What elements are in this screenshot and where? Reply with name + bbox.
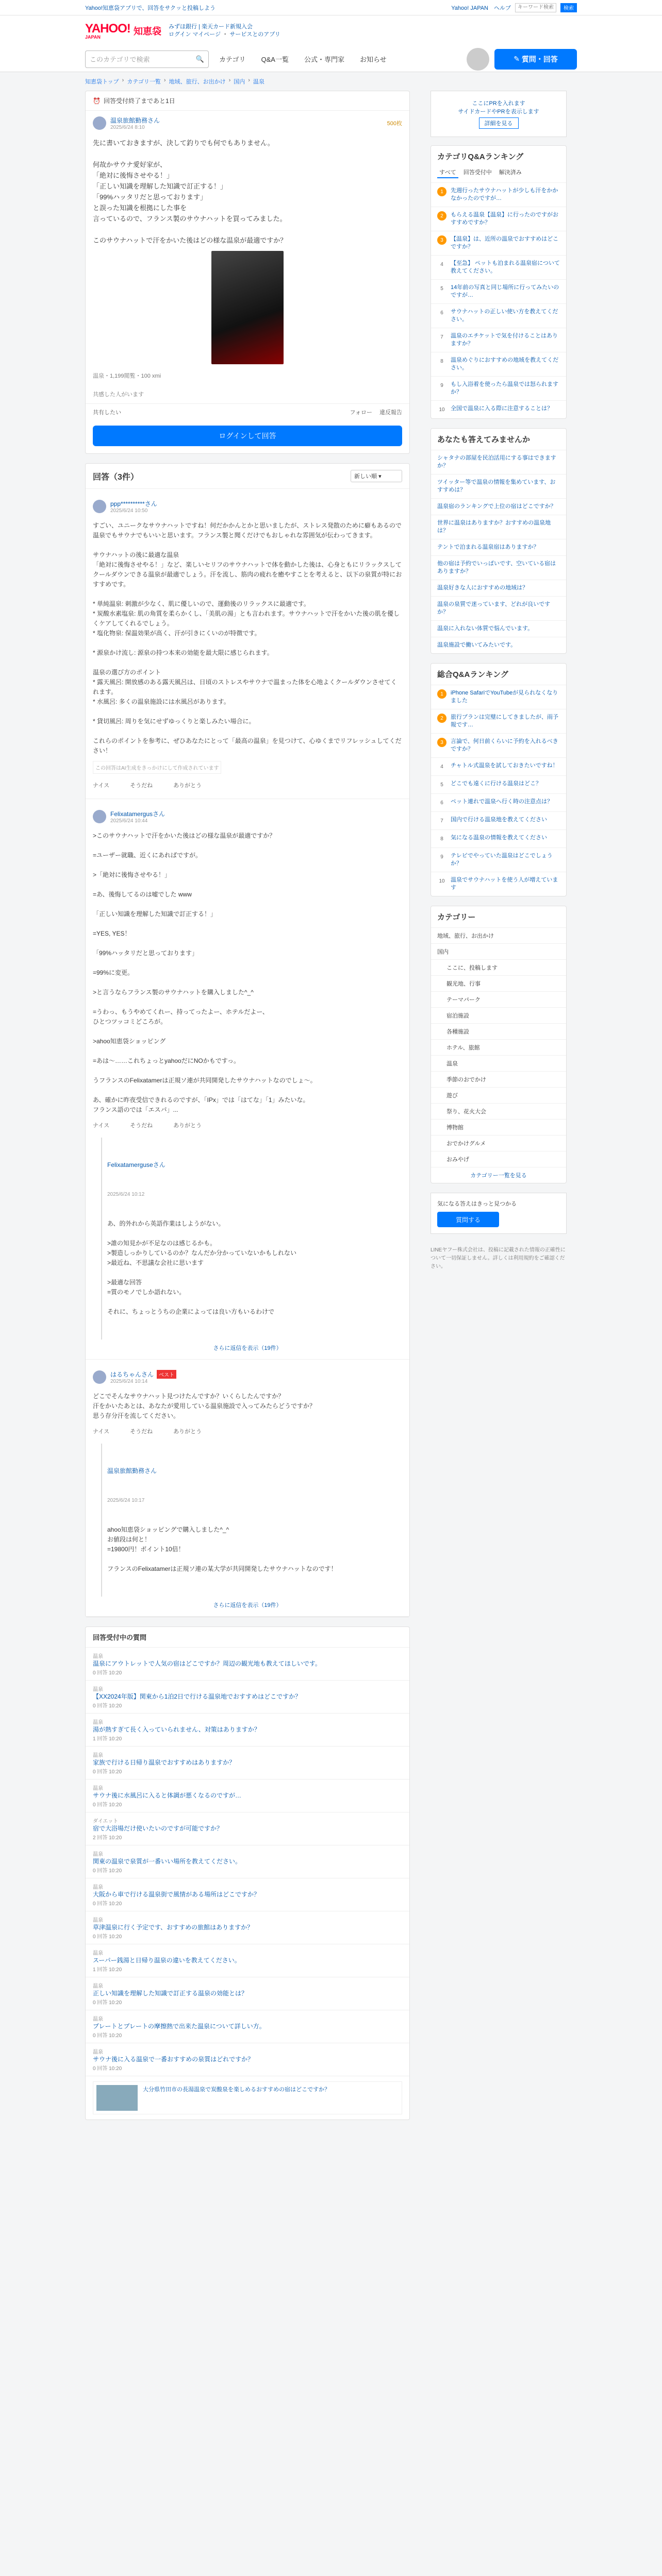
- open-question[interactable]: シャタナの部屋を民泊活用にする事はできますか？: [431, 450, 566, 474]
- category-search-input[interactable]: このカテゴリで検索 🔍: [85, 50, 209, 68]
- ad-block[interactable]: 大分県竹田市の長湯温泉で炭酸泉を楽しめるおすすめの宿はどこですか？: [93, 2081, 402, 2114]
- related-title: 回答受付中の質問: [86, 1627, 409, 1648]
- ranking-question[interactable]: 【至急】 ペットも泊まれる温泉宿について教えてください。: [451, 260, 560, 274]
- follow-button[interactable]: フォロー: [350, 410, 372, 416]
- nice-button[interactable]: ナイス: [93, 1429, 110, 1435]
- related-category: 温泉: [93, 2016, 103, 2022]
- status-badge: ⏰ 回答受付終了まであと1日: [86, 91, 409, 111]
- main-column: [85, 91, 410, 2129]
- coin-badge: 500枚: [387, 121, 402, 127]
- ranking-item[interactable]: [431, 255, 566, 279]
- related-question-title[interactable]: 草津温泉に行く予定です、おすすめの旅館はありますか？: [93, 1924, 254, 1931]
- user-avatar[interactable]: [93, 810, 106, 823]
- list-item[interactable]: [86, 1780, 409, 1812]
- ranking-question[interactable]: どこでも遠くに行ける温泉はどこ？: [451, 781, 541, 787]
- sidebar: [431, 91, 567, 2129]
- rank-number: 5: [440, 285, 443, 292]
- ranking-item[interactable]: [431, 848, 566, 872]
- open-question[interactable]: テントで泊まれる温泉宿はありますか？: [431, 539, 566, 555]
- rank-number: 6: [440, 310, 443, 316]
- tab-all[interactable]: すべて: [437, 167, 458, 178]
- service-name[interactable]: 知恵袋: [134, 26, 161, 37]
- reply-item: [101, 1444, 402, 1597]
- chevron-down-icon: ▾: [378, 473, 382, 480]
- related-stats: 0 回答 10:20: [93, 1934, 122, 1940]
- related-stats: 0 回答 10:20: [93, 2066, 122, 2072]
- category-item[interactable]: 宿泊施設: [431, 1007, 566, 1023]
- question-text: 先に書いておきますが、決して釣りでも何でもありません。 何故かサウナ愛好家が、 「絶対に後悔させやる！」 「正しい知識を理解した知識で訂正する！」 「99%ハッタリだと思っております」 と誤った知識を根拠にした事を 言っているので、フランス製のサウナハットを買ってみました。 このサウナハットで汗をかいた後はどの様な温泉が最適ですか？: [93, 139, 287, 244]
- answer-item: [86, 489, 409, 799]
- ranking-item[interactable]: [431, 757, 566, 775]
- list-item[interactable]: [86, 1977, 409, 2010]
- sort-select[interactable]: 新しい順 ▾: [351, 470, 402, 482]
- list-item[interactable]: [86, 1747, 409, 1780]
- reply-text: ahoo知恵袋ショッピングで購入しました^_^ お値段は何と！ =19800円！ポイント10倍！ フランスのFelixatamerは正規ソ連の某大学が共同開発したサウナハットなのです！: [107, 1526, 337, 1572]
- answer-user[interactable]: ppp**********さん: [110, 500, 157, 507]
- answer-date: 2025/6/24 10:44: [110, 818, 148, 824]
- related-question-title[interactable]: 温泉にアウトレットで人気の宿はどこですか？周辺の観光地も教えてほしいです。: [93, 1660, 321, 1667]
- ranking-item[interactable]: [431, 376, 566, 400]
- nice-button[interactable]: ナイス: [93, 1123, 110, 1129]
- ranking-item[interactable]: [431, 793, 566, 811]
- ranking-item[interactable]: [431, 352, 566, 376]
- ranking-item[interactable]: [431, 400, 566, 418]
- ranking-item[interactable]: [431, 303, 566, 328]
- side-ad[interactable]: ここにPRを入れます サイドカードやPRを表示します 詳細を見る: [431, 91, 567, 137]
- breadcrumb: 知恵袋トップ › カテゴリ一覧 › 地域、旅行、お出かけ › 国内 › 温泉: [85, 77, 264, 85]
- reply-date: 2025/6/24 10:12: [107, 1192, 145, 1197]
- list-item[interactable]: [86, 1812, 409, 1845]
- user-avatar[interactable]: [93, 1370, 106, 1384]
- reply-item: [101, 1138, 402, 1340]
- login-link[interactable]: ログイン マイページ: [169, 31, 221, 38]
- list-item[interactable]: [86, 2043, 409, 2076]
- related-card: [85, 1626, 410, 2120]
- rank-number: 9: [440, 854, 443, 860]
- ranking-item[interactable]: [431, 328, 566, 352]
- answer-item: [86, 1360, 409, 1617]
- open-question[interactable]: 世界に温泉はありますか？おすすめの温泉地は？: [431, 515, 566, 539]
- clock-icon: ⏰: [93, 97, 101, 105]
- open-question[interactable]: 温泉の泉質で迷っています、どれが良いですか？: [431, 596, 566, 620]
- promo-text: 気になる答えはきっと見つかる: [437, 1201, 517, 1207]
- category-item[interactable]: 各種施設: [431, 1023, 566, 1039]
- avatar[interactable]: [467, 48, 489, 71]
- ranking-question[interactable]: 旅行プランは完璧にしてきましたが、雨予報です…: [451, 714, 558, 728]
- you-answer-card: [431, 428, 567, 654]
- rank-number: 10: [439, 406, 445, 413]
- breadcrumb-item[interactable]: カテゴリ一覧: [127, 79, 161, 85]
- question-user[interactable]: 温泉旅館勤務さん: [110, 117, 160, 124]
- category-item[interactable]: 祭り、花火大会: [431, 1103, 566, 1119]
- top-search-button[interactable]: 検索: [560, 3, 577, 12]
- ranking-item[interactable]: [431, 829, 566, 848]
- nav-experts[interactable]: 公式・専門家: [304, 56, 344, 63]
- ranking-item[interactable]: [431, 207, 566, 231]
- tab-solved[interactable]: 解決済み: [499, 170, 522, 176]
- app-link[interactable]: サービスとのアプリ: [229, 31, 280, 38]
- breadcrumb-item[interactable]: 温泉: [253, 79, 264, 85]
- ranking-title: カテゴリQ&Aランキング: [437, 152, 524, 161]
- rank-number: 1: [437, 689, 446, 699]
- tab-open[interactable]: 回答受付中: [463, 170, 492, 176]
- open-question[interactable]: 温泉施設で働いてみたいです。: [431, 637, 566, 653]
- category-item[interactable]: 地域、旅行、お出かけ: [431, 927, 566, 943]
- category-card: [431, 906, 567, 1183]
- overall-ranking-title: 総合Q&Aランキング: [437, 670, 508, 679]
- reply-user[interactable]: Felixatamerguseさん: [107, 1161, 166, 1168]
- breadcrumb-item[interactable]: 国内: [234, 79, 245, 85]
- rank-number: 6: [440, 800, 443, 806]
- related-category: 温泉: [93, 1951, 103, 1956]
- top-search-input[interactable]: [515, 3, 556, 12]
- related-category: 温泉: [93, 1720, 103, 1725]
- ranking-item[interactable]: [431, 811, 566, 829]
- share-button[interactable]: 共有したい: [93, 410, 121, 416]
- category-item[interactable]: 季節のおでかけ: [431, 1071, 566, 1087]
- ranking-item[interactable]: [431, 279, 566, 303]
- related-category: 温泉: [93, 1753, 103, 1758]
- search-icon[interactable]: 🔍: [195, 55, 204, 63]
- ranking-item[interactable]: [431, 685, 566, 709]
- question-card: [85, 91, 410, 454]
- related-stats: 0 回答 10:20: [93, 1901, 122, 1907]
- you-answer-title: あなたも答えてみませんか: [437, 435, 531, 444]
- ranking-question[interactable]: 全国で温泉に入る際に注意することは？: [451, 405, 553, 412]
- related-question-title[interactable]: 湯が熱すぎて長く入っていられません、対策はありますか？: [93, 1726, 260, 1733]
- rank-number: 1: [437, 187, 446, 196]
- question-date: 2025/6/24 8:10: [110, 125, 145, 130]
- disclaimer: LINEヤフー株式会社は、投稿に記載された情報の正確性について一切保証しません。詳しくは利用規約をご確認ください。: [431, 1247, 566, 1269]
- ranking-question[interactable]: ペット連れで温泉へ行く時の注意点は？: [451, 799, 553, 805]
- answer-user[interactable]: Felixatamergusさん: [110, 810, 166, 818]
- related-stats: 0 回答 10:20: [93, 1670, 122, 1676]
- list-item[interactable]: [86, 2010, 409, 2043]
- related-category: 温泉: [93, 1885, 103, 1890]
- related-stats: 0 回答 10:20: [93, 2033, 122, 2039]
- rank-number: 10: [439, 878, 445, 884]
- related-category: 温泉: [93, 1918, 103, 1923]
- related-category: 温泉: [93, 1984, 103, 1989]
- answer-user[interactable]: はるちゃんさん ベスト: [110, 1370, 176, 1379]
- ranking-question[interactable]: 14年前の写真と同じ場所に行ってみたいのですが…: [451, 284, 559, 298]
- related-category: 温泉: [93, 1852, 103, 1857]
- related-question-title[interactable]: 【XX2024年版】関東から1泊2日で行ける温泉地でおすすめはどこですか？: [93, 1693, 302, 1700]
- breadcrumb-item[interactable]: 知恵袋トップ: [85, 79, 119, 85]
- open-question[interactable]: 他の宿は予約でいっぱいです、空いている宿はありますか？: [431, 555, 566, 580]
- related-question-title[interactable]: 正しい知識を理解した知識で訂正する温泉の効能とは？: [93, 1990, 248, 1997]
- open-question[interactable]: 温泉宿のランキングで上位の宿はどこですか？: [431, 498, 566, 515]
- reply-text: あ、的外れから英語作業はしようがない。 >誰の知見かが不足なのは感じるかも。 >製造しっかりしているのか？なんだか分かっていないかもしれない >最近ね、不思議な会社に思います >最適な回答 =質のモノでしか語れない。 それに、ちょっとうちの企業によっては良い方もいるわけで: [107, 1220, 297, 1315]
- ranking-question[interactable]: 【温泉】は、近所の温泉でおすすめはどこですか？: [451, 236, 559, 250]
- rank-number: 7: [440, 818, 443, 824]
- yahoo-logo[interactable]: YAHOO! JAPAN: [85, 21, 130, 40]
- ai-note: この回答はAI生成をきっかけにして作成されています: [93, 761, 221, 774]
- related-category: 温泉: [93, 1654, 103, 1659]
- related-stats: 0 回答 10:20: [93, 1769, 122, 1775]
- related-stats: 1 回答 10:20: [93, 1967, 122, 1973]
- related-question-title[interactable]: サウナ後に水風呂に入ると体調が悪くなるのですが…: [93, 1792, 242, 1799]
- answer-date: 2025/6/24 10:14: [110, 1379, 148, 1384]
- category-title: カテゴリー: [437, 913, 476, 922]
- more-replies-link[interactable]: さらに返信を表示（19件）: [213, 1345, 282, 1351]
- nice-button[interactable]: ナイス: [93, 783, 110, 789]
- nav-category[interactable]: カテゴリ: [219, 56, 246, 63]
- related-category: 温泉: [93, 1786, 103, 1791]
- ranking-item[interactable]: [431, 709, 566, 733]
- ranking-item[interactable]: [431, 872, 566, 896]
- rank-number: 4: [440, 261, 443, 267]
- category-item[interactable]: ここに、投稿します: [431, 959, 566, 975]
- list-item[interactable]: [86, 1944, 409, 1977]
- overall-ranking: [431, 663, 567, 896]
- related-stats: 0 回答 10:20: [93, 1868, 122, 1874]
- list-item[interactable]: [86, 1878, 409, 1911]
- ad-thumbnail: [96, 2085, 138, 2111]
- related-stats: 0 回答 10:20: [93, 1703, 122, 1709]
- list-item[interactable]: [86, 1714, 409, 1747]
- rank-number: 8: [440, 358, 443, 364]
- list-item[interactable]: [86, 1681, 409, 1714]
- thanks-button[interactable]: ありがとう: [173, 1429, 202, 1435]
- related-question-title[interactable]: サウナ後に入る温泉で一番おすすめの泉質はどれですか？: [93, 2056, 254, 2063]
- category-item[interactable]: 遊び: [431, 1087, 566, 1103]
- ranking-question[interactable]: チャトル式温泉を試しておきたいですね！: [451, 762, 558, 769]
- ranking-question[interactable]: 先週行ったサウナハットが少しも汗をかかなかったのですが…: [451, 188, 558, 201]
- rank-number: 2: [437, 714, 446, 723]
- answer-item: [86, 799, 409, 1360]
- related-category: 温泉: [93, 1687, 103, 1692]
- open-question[interactable]: 温泉好きな人におすすめの地域は？: [431, 580, 566, 596]
- answers-title: 回答（3件）: [93, 472, 139, 482]
- pencil-icon: ✎: [514, 55, 522, 63]
- related-stats: 1 回答 10:20: [93, 1736, 122, 1742]
- thanks-button[interactable]: ありがとう: [173, 1123, 202, 1129]
- agree-button[interactable]: そうだね: [130, 1429, 153, 1435]
- agree-button[interactable]: そうだね: [130, 1123, 153, 1129]
- header: [0, 15, 662, 46]
- ask-button[interactable]: 質問する: [437, 1212, 499, 1227]
- ranking-question[interactable]: サウナハットの正しい使い方を教えてください。: [451, 309, 558, 323]
- more-replies-link[interactable]: さらに返信を表示（19件）: [213, 1602, 282, 1608]
- category-ranking: [431, 145, 567, 419]
- nav-qa-list[interactable]: Q&A一覧: [261, 56, 289, 63]
- rank-number: 7: [440, 334, 443, 340]
- rank-number: 5: [440, 782, 443, 788]
- user-avatar[interactable]: [93, 116, 106, 130]
- ranking-question[interactable]: もらえる温泉【温泉】に行ったのですがおすすめですか？: [451, 212, 558, 226]
- ranking-item[interactable]: [431, 733, 566, 757]
- promo-box: [431, 1193, 567, 1234]
- ad-button[interactable]: 詳細を見る: [479, 117, 519, 129]
- ranking-question[interactable]: 温泉めぐりにおすすめの地域を教えてください。: [451, 357, 559, 371]
- rank-number: 8: [440, 836, 443, 842]
- report-button[interactable]: 違反報告: [379, 410, 402, 416]
- category-item[interactable]: 国内: [431, 943, 566, 959]
- user-avatar[interactable]: [93, 500, 106, 513]
- related-question-title[interactable]: プレートとプレートの摩擦熱で出来た温泉について詳しい方。: [93, 2023, 266, 2030]
- ranking-question[interactable]: テレビでやっていた温泉はどこでしょうか？: [451, 853, 553, 867]
- question-image[interactable]: [211, 251, 284, 364]
- category-item[interactable]: おみやげ: [431, 1151, 566, 1167]
- related-stats: 0 回答 10:20: [93, 1802, 122, 1808]
- ranking-question[interactable]: 国内で行ける温泉地を教えてください: [451, 817, 547, 823]
- rank-number: 9: [440, 382, 443, 388]
- promo-link[interactable]: みずほ銀行 | 楽天カード新規入会: [169, 24, 253, 30]
- rank-number: 3: [437, 738, 446, 747]
- answers-card: [85, 463, 410, 1617]
- top-bar: [0, 0, 662, 15]
- related-question-title[interactable]: スーパー銭湯と日帰り温泉の違いを教えてください。: [93, 1957, 241, 1964]
- reply-user[interactable]: 温泉旅館勤務さん: [107, 1467, 157, 1475]
- ranking-item[interactable]: [431, 775, 566, 793]
- list-item[interactable]: [86, 1648, 409, 1681]
- nav-news[interactable]: お知らせ: [359, 56, 387, 63]
- ranking-question[interactable]: 気になる温泉の情報を教えてください: [451, 835, 547, 841]
- ranking-item[interactable]: [431, 231, 566, 255]
- answer-date: 2025/6/24 10:50: [110, 508, 148, 514]
- related-question-title[interactable]: 家族で行ける日帰り温泉でおすすめはありますか？: [93, 1759, 236, 1766]
- category-item[interactable]: おでかけグルメ: [431, 1135, 566, 1151]
- category-more-link[interactable]: カテゴリー一覧を見る: [431, 1167, 566, 1183]
- list-item[interactable]: [86, 1911, 409, 1944]
- ranking-question[interactable]: 言論で、何日前くらいに予約を入れるべきですか？: [451, 738, 558, 752]
- category-item[interactable]: テーマパーク: [431, 991, 566, 1007]
- category-item[interactable]: 博物館: [431, 1119, 566, 1135]
- rank-number: 2: [437, 211, 446, 221]
- login-answer-button[interactable]: ログインして回答: [93, 426, 402, 446]
- top-links[interactable]: Yahoo! JAPAN ヘルプ: [451, 5, 511, 11]
- ranking-question[interactable]: iPhone SafariでYouTubeが見られなくなりました: [451, 690, 558, 704]
- rank-number: 3: [437, 235, 446, 245]
- agree-button[interactable]: そうだね: [130, 783, 153, 789]
- answer-text: どこでそんなサウナハット見つけたんですか？いくらしたんですか？ 汗をかいたあとは、あなたが愛用している温泉施設で入ってみたらどうですか？ 思う存分汗を流してください。: [93, 1393, 316, 1419]
- open-question[interactable]: 温泉に入れない体質で悩んでいます。: [431, 620, 566, 637]
- open-question[interactable]: ツイッター等で温泉の情報を集めています、おすすめは？: [431, 474, 566, 498]
- breadcrumb-item[interactable]: 地域、旅行、お出かけ: [169, 79, 226, 85]
- related-question-title[interactable]: 宿で大浴場だけ使いたいのですが可能ですか？: [93, 1825, 223, 1832]
- answer-text: すごい、ユニークなサウナハットですね！何だかかんとかと思いましたが、ストレス発散のために癖もあるので温泉でもサウナでもいいと思います。フランス製と聞くだけでもおしゃれな雰囲気が伝わってきます。 サウナハットの後に最適な温泉 「絶対に後悔させやる！」など、楽しいセリフのサウナハットで体を動かした後は、心身ともにリラックスしてクールダウンできる温泉が最適でしょう。汗を流し、筋肉の疲れを癒やすことを考えると、以下の泉質が特におすすめです。 * 単純温泉: 刺激が少なく、肌に優しいので、運動後のリラックスに最適です。 * 炭酸水素塩泉: 肌の角質を柔らかくし、「美肌の湯」とも言われます。サウナハットで汗をかいた後の肌を優しくケアしてくれるでしょう。 * 塩化物泉: 保温効果が高く、汗が引きにくいのが特徴です。 * 源泉かけ流し: 源泉の持つ本来の効能を最大限に感じられます。 温泉の選び方のポイント * 露天風呂: 開放感のある露天風呂は、日頃のストレスやサウナで温まった体を心地よくクールダウンさせてくれます。 * 水風呂: 多くの温泉施設には水風呂があります。 * 貸切風呂: 周りを気にせずゆっくりと楽しみたい場合に。 これらのポイントを参考に、ぜひあなたにとって「最高の温泉」を見つけて、心ゆくまでリフレッシュしてください！: [93, 522, 402, 754]
- related-question-title[interactable]: 大阪から車で行ける温泉街で風情がある場所はどこですか？: [93, 1891, 260, 1898]
- related-category: ダイエット: [93, 1819, 119, 1824]
- category-item[interactable]: ホテル、旅館: [431, 1039, 566, 1055]
- category-item[interactable]: 観光地、行事: [431, 975, 566, 991]
- question-meta: 温泉・1,199閲覧・100 xmi 共感した人がいます: [93, 373, 161, 398]
- related-category: 温泉: [93, 2049, 103, 2055]
- related-stats: 0 回答 10:20: [93, 2000, 122, 2006]
- app-notice-link[interactable]: Yahoo!知恵袋アプリで、回答をサクッと投稿しよう: [85, 5, 216, 11]
- list-item[interactable]: [86, 1845, 409, 1878]
- rank-number: 4: [440, 764, 443, 770]
- related-question-title[interactable]: 関東の温泉で泉質が一番いい場所を教えてください。: [93, 1858, 242, 1865]
- category-item[interactable]: 温泉: [431, 1055, 566, 1071]
- ranking-question[interactable]: もし入浴着を使ったら温泉では怒られますか？: [451, 381, 558, 395]
- ask-answer-button[interactable]: ✎ 質問・回答: [494, 49, 577, 70]
- related-stats: 2 回答 10:20: [93, 1835, 122, 1841]
- ranking-item[interactable]: [431, 182, 566, 207]
- ranking-question[interactable]: 温泉でサウナハットを使う人が増えています: [451, 877, 558, 891]
- reply-date: 2025/6/24 10:17: [107, 1498, 145, 1503]
- thanks-button[interactable]: ありがとう: [173, 783, 202, 789]
- header-links: みずほ銀行 | 楽天カード新規入会 ログイン マイページ ・ サービスとのアプリ: [169, 24, 280, 38]
- nav-bar: [0, 46, 662, 72]
- answer-text: >このサウナハットで汗をかいた後はどの様な温泉が最適ですか？ =ユーザー就職、近くにあればですが。 >「絶対に後悔させやる！」 =あ、後悔してるのは嘘でした www 「正しい知識を理解した知識で訂正する！」 =YES, YES！ 「99%ハッタリだと思っております」 =99%に変更。 >と言うならフランス製のサウナハットを購入しました^_^ =うわっ、もうやめてくれー、持ってったよー、ホテルだよー、 ひとつツッコミどころが。 >ahoo知恵袋ショッピング =あは～……これちょっとyahooだにNOかもですっ。 うフランスのFelixatamerは正規ソ連が共同開発したサウナハットなのでしょ～。 あ、確かに昨夜受信できれるのですが、「IPx」では「はてな」「1」みたいな。 フランス語のでは「エスパ」...: [93, 832, 317, 1113]
- best-answer-badge: ベスト: [157, 1370, 176, 1379]
- ranking-question[interactable]: 温泉のエチケットで気を付けることはありますか？: [451, 333, 558, 347]
